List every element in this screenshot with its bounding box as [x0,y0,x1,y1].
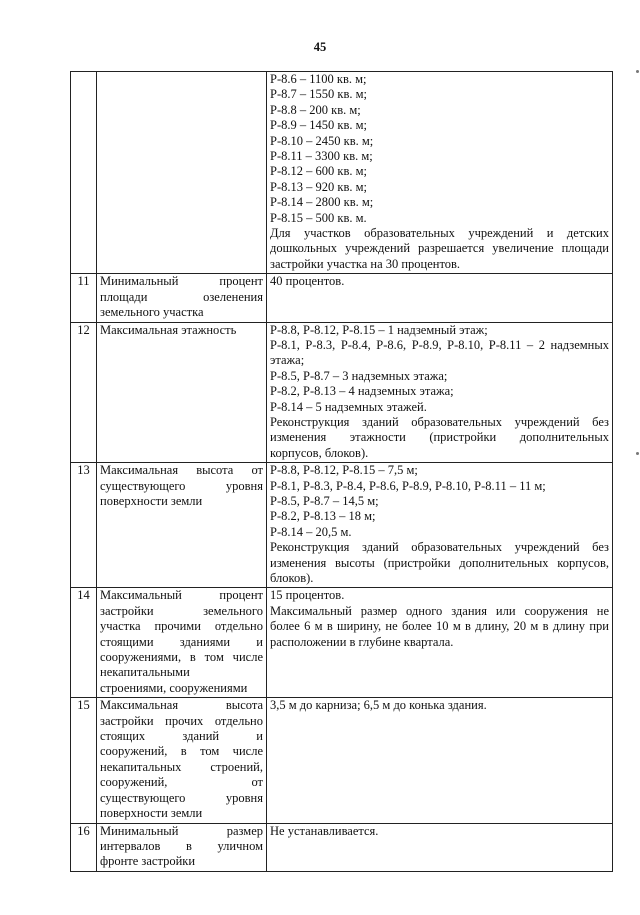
row-number: 14 [71,588,97,698]
value-note-line: застройки участка на 30 процентов. [270,256,461,271]
table-row [71,322,613,463]
value-line: 40 процентов. [270,274,345,289]
parameter-name [97,274,267,322]
parameter-value [267,322,613,463]
regulations-table [70,71,613,872]
parameter-line: сооружений, в том числе [100,744,263,759]
parameter-line: земельного участка [100,305,204,320]
value-line: 15 процентов. [270,588,345,603]
page-number: 45 [313,40,327,54]
parameter-line: поверхности земли [100,806,203,821]
parameter-line: существующего уровня [100,790,263,805]
value-note-line: Реконструкция зданий образовательных учреждений без [270,540,609,555]
row-number: 16 [71,823,97,871]
parameter-line: фронте застройки [100,854,196,869]
parameter-name [97,588,267,698]
parameter-value [267,274,613,322]
value-note-line: изменения высоты (пристройки дополнительных корпусов, [270,555,609,570]
table-row [71,588,613,698]
parameter-value [267,588,613,698]
parameter-line: поверхности земли [100,493,203,508]
parameter-value [267,72,613,274]
value-line: Р-8.12 – 600 кв. м; [270,164,367,179]
value-line: Р-8.14 – 5 надземных этажей. [270,399,427,414]
value-line: Р-8.5, Р-8.7 – 14,5 м; [270,493,379,508]
value-note-line: Для участков образовательных учреждений и детских [270,226,609,241]
parameter-line: площади озеленения [100,289,263,304]
table-row [71,274,613,322]
parameter-line: стоящих зданий и [100,729,263,744]
value-note-line: дошкольных учреждений разрешается увеличение площади [270,241,609,256]
parameter-value [267,823,613,871]
value-line: Р-8.8, Р-8.12, Р-8.15 – 7,5 м; [270,463,418,478]
value-line: Р-8.15 – 500 кв. м. [270,210,367,225]
parameter-line: некапитальных строений, [100,759,263,774]
value-note-line: Максимальный размер одного здания или сооружения не [270,603,609,618]
parameter-value [267,698,613,823]
value-note-line: расположении в глубине квартала. [270,634,454,649]
parameter-name [97,322,267,463]
value-line: Р-8.14 – 20,5 м. [270,524,352,539]
value-note-line: блоков). [270,571,314,585]
value-line: Р-8.8, Р-8.12, Р-8.15 – 1 надземный этаж; [270,322,488,337]
value-line: 3,5 м до карниза; 6,5 м до конька здания. [270,698,487,713]
parameter-name [97,698,267,823]
value-line: Р-8.6 – 1100 кв. м; [270,72,367,86]
value-note-line: корпусов, блоков). [270,445,369,460]
parameter-line: стоящими зданиями и [100,634,263,649]
value-line: Не устанавливается. [270,823,379,838]
value-line: Р-8.8 – 200 кв. м; [270,102,361,117]
row-number: 15 [71,698,97,823]
parameter-line: Максимальная этажность [100,322,237,337]
row-number [71,72,97,274]
value-line: Р-8.14 – 2800 кв. м; [270,195,374,210]
value-note-line: изменения этажности (пристройки дополнительных [270,430,609,445]
parameter-name [97,463,267,588]
value-note-line: более 6 м в ширину, не более 10 м в длину, 20 м в длину при [270,619,609,634]
parameter-line: сооружениями, в том числе [100,650,263,665]
parameter-line: строениями, сооружениями [100,680,248,695]
parameter-name [97,72,267,274]
table-body [71,72,613,872]
value-line: Р-8.10 – 2450 кв. м; [270,133,374,148]
parameter-line: Минимальный размер [100,823,263,838]
parameter-line: некапитальными [100,665,190,680]
value-note-line: Реконструкция зданий образовательных учреждений без [270,414,609,429]
parameter-line: участка прочими отдельно [100,619,263,634]
table-row [71,72,613,274]
row-number: 12 [71,322,97,463]
parameter-line: Максимальный процент [100,588,263,603]
scan-speck [636,452,639,455]
row-number: 13 [71,463,97,588]
scan-speck [636,70,639,73]
parameter-line: застройки земельного [100,603,263,618]
value-line: Р-8.2, Р-8.13 – 4 надземных этажа; [270,384,454,399]
value-line: Р-8.5, Р-8.7 – 3 надземных этажа; [270,368,448,383]
table-row [71,463,613,588]
value-note-line: этажа; [270,353,305,368]
value-line: Р-8.7 – 1550 кв. м; [270,87,367,102]
parameter-line: сооружений, от [100,775,263,790]
value-line: Р-8.11 – 3300 кв. м; [270,149,373,164]
parameter-line: Максимальная высота [100,698,263,713]
value-note-line: Р-8.1, Р-8.3, Р-8.4, Р-8.6, Р-8.9, Р-8.10, Р-8.11 – 2 надземных [270,337,609,352]
value-line: Р-8.13 – 920 кв. м; [270,179,367,194]
parameter-line: существующего уровня [100,478,263,493]
parameter-name [97,823,267,871]
value-line: Р-8.9 – 1450 кв. м; [270,118,367,133]
parameter-line: Минимальный процент [100,274,263,289]
value-line: Р-8.1, Р-8.3, Р-8.4, Р-8.6, Р-8.9, Р-8.10, Р-8.11 – 11 м; [270,478,546,493]
parameter-line: Максимальная высота от [100,463,263,478]
parameter-line: интервалов в уличном [100,838,263,853]
parameter-line: застройки прочих отдельно [100,713,263,728]
table-row [71,698,613,823]
parameter-value [267,463,613,588]
value-line: Р-8.2, Р-8.13 – 18 м; [270,509,376,524]
table-row [71,823,613,871]
row-number: 11 [71,274,97,322]
